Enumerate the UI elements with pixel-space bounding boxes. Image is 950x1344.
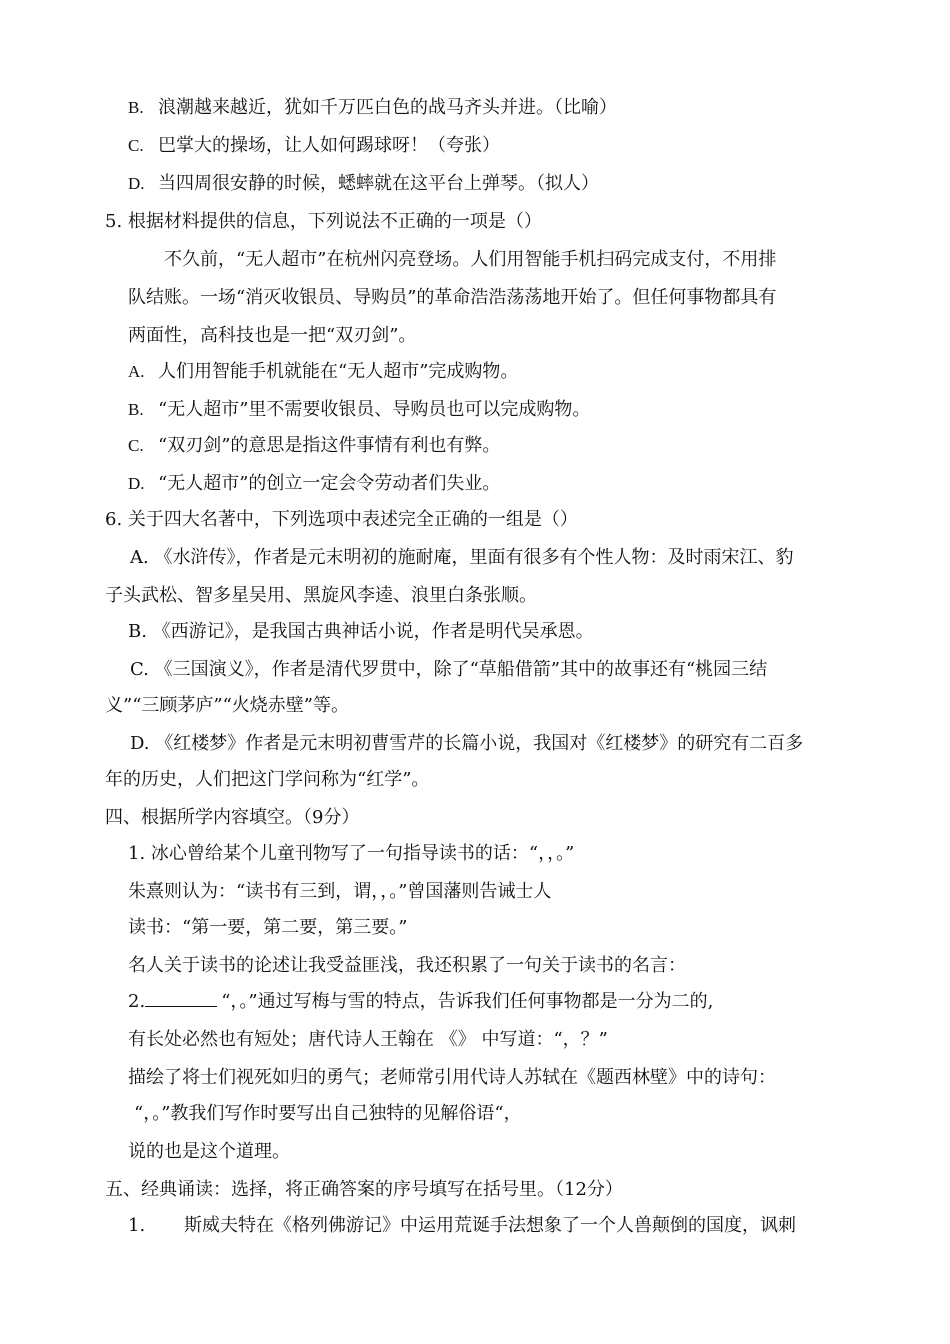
q5-option-c	[128, 434, 500, 458]
q5-option-d	[128, 472, 500, 496]
section-5-title: 五、经典诵读：选择，将正确答案的序号填写在括号里。（12分）	[105, 1179, 623, 1200]
section-4-line-5	[128, 990, 713, 1014]
q6-option-a-line-2: 子头武松、智多星吴用、黑旋风李逵、浪里白条张顺。	[105, 585, 537, 606]
q6-option-c-line-2: 义”“三顾茅庐”“火烧赤壁”等。	[105, 695, 350, 716]
section-4-line-8: “，。”教我们写作时要写出自己独特的见解俗语“，	[134, 1103, 522, 1124]
item-number: 2.	[128, 991, 146, 1012]
section-4-line-6: 有长处必然也有短处；唐代诗人王翰在 《》 中写道：“，？”	[128, 1029, 608, 1050]
q6-option-b: B. 《西游记》，是我国古典神话小说，作者是明代吴承恩。	[128, 621, 594, 642]
option-text: 浪潮越来越近，犹如千万匹白色的战马齐头并进。（比喻）	[158, 97, 617, 118]
q5-material-line-1: 不久前，“无人超市”在杭州闪亮登场。人们用智能手机扫码完成支付，不用排	[164, 249, 777, 270]
option-text: “无人超市”里不需要收银员、导购员也可以完成购物。	[158, 399, 591, 420]
section-4-line-1: 1. 冰心曾给某个儿童刊物写了一句指导读书的话：“，，。”	[128, 843, 575, 864]
option-marker: A.	[128, 362, 145, 381]
q6-option-d-line-1: D. 《红楼梦》作者是元末明初曹雪芹的长篇小说，我国对《红楼梦》的研究有二百多	[130, 733, 804, 754]
section-4-line-2: 朱熹则认为：“读书有三到，谓，，。”曾国藩则告诫士人	[128, 881, 552, 902]
line-text: “，。”通过写梅与雪的特点，告诉我们任何事物都是一分为二的,	[221, 991, 714, 1012]
section-4-line-3: 读书：“第一要，第二要，第三要。”	[128, 917, 408, 938]
q5-material-line-3: 两面性，高科技也是一把“双刃剑”。	[128, 325, 417, 346]
option-text: 当四周很安静的时候，蟋蟀就在这平台上弹琴。（拟人）	[158, 173, 599, 194]
item-marker: 1.	[128, 1215, 146, 1236]
q5-material-line-2: 队结账。一场“消灭收银员、导购员”的革命浩浩荡荡地开始了。但任何事物都具有	[128, 287, 777, 308]
section-4-title: 四、根据所学内容填空。（9分）	[105, 807, 360, 828]
q4-option-d	[128, 172, 599, 196]
q4-option-b	[128, 96, 617, 120]
q5-stem: 5. 根据材料提供的信息，下列说法不正确的一项是（）	[105, 211, 542, 232]
item-text: 斯威夫特在《格列佛游记》中运用荒诞手法想象了一个人兽颠倒的国度，讽刺	[184, 1215, 796, 1236]
section-4-line-4: 名人关于读书的论述让我受益匪浅，我还积累了一句关于读书的名言：	[128, 955, 686, 976]
option-marker: C.	[128, 136, 144, 155]
q6-option-c-line-1: C. 《三国演义》，作者是清代罗贯中，除了“草船借箭”其中的故事还有“桃园三结	[130, 659, 768, 680]
option-marker: D.	[128, 474, 145, 493]
section-5-item-1	[128, 1214, 796, 1238]
option-marker: B.	[128, 98, 144, 117]
option-marker: C.	[128, 436, 144, 455]
option-text: “双刃剑”的意思是指这件事情有利也有弊。	[158, 435, 501, 456]
option-marker: B.	[128, 400, 144, 419]
option-marker: D.	[128, 174, 145, 193]
q5-option-b	[128, 398, 590, 422]
option-text: 人们用智能手机就能在“无人超市”完成购物。	[158, 361, 519, 382]
q6-option-a-line-1: A. 《水浒传》，作者是元末明初的施耐庵，里面有很多有个性人物：及时雨宋江、豹	[130, 547, 794, 568]
q5-option-a	[128, 360, 518, 384]
option-text: 巴掌大的操场，让人如何踢球呀！（夸张）	[158, 135, 500, 156]
answer-blank[interactable]	[145, 990, 217, 1007]
q4-option-c	[128, 134, 500, 158]
q6-option-d-line-2: 年的历史，人们把这门学问称为“红学”。	[105, 769, 430, 790]
q6-stem: 6. 关于四大名著中，下列选项中表述完全正确的一组是（）	[105, 509, 578, 530]
option-text: “无人超市”的创立一定会令劳动者们失业。	[158, 473, 501, 494]
section-4-line-9: 说的也是这个道理。	[128, 1141, 290, 1162]
section-4-line-7: 描绘了将士们视死如归的勇气；老师常引用代诗人苏轼在《题西林壁》中的诗句：	[128, 1067, 776, 1088]
